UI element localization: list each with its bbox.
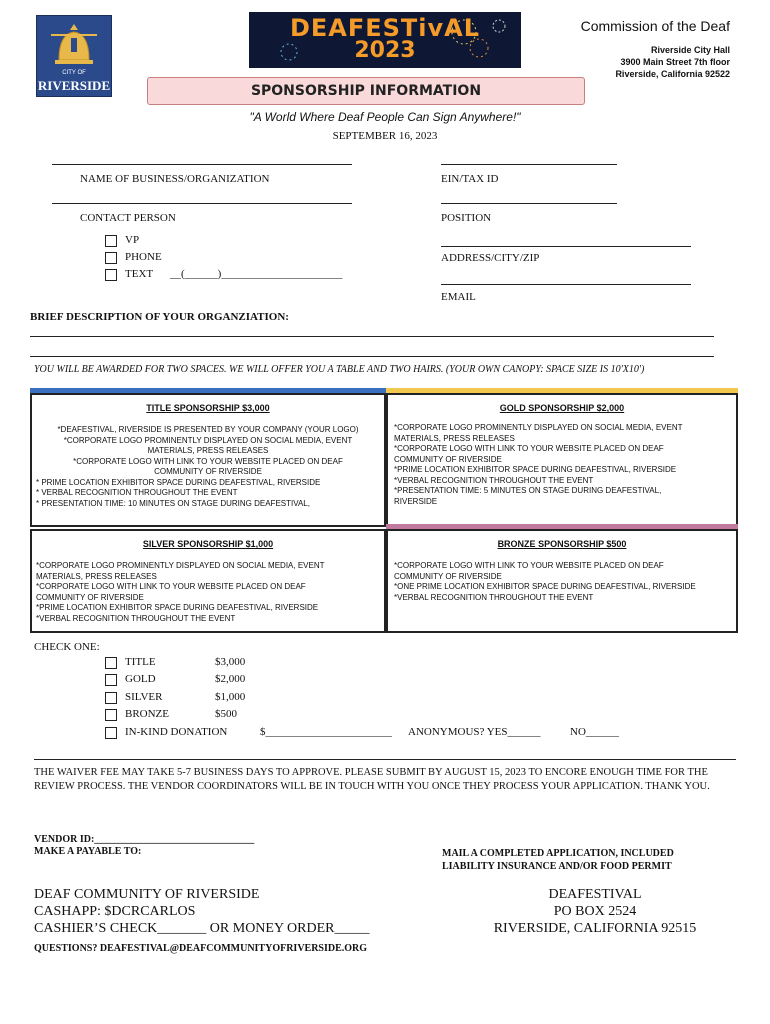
ein-field[interactable] [441,164,617,165]
tier-line: *CORPORATE LOGO PROMINENTLY DISPLAYED ON SOCIAL MEDIA, EVENT [63,435,353,445]
email-label: EMAIL [441,291,476,303]
contact-person-label: CONTACT PERSON [80,212,176,224]
tier-line: *CORPORATE LOGO PROMINENTLY DISPLAYED ON SOCIAL MEDIA, EVENT [36,561,325,570]
gold-checkbox[interactable] [105,674,117,686]
mail-to-box: PO BOX 2524 [553,904,637,919]
tier-line: *DEAFESTIVAL, RIVERSIDE IS PRESENTED BY YOUR COMPANY (YOUR LOGO) [57,425,359,434]
tier-line: *ONE PRIME LOCATION EXHIBITOR SPACE DURING DEAFESTIVAL, RIVERSIDE [394,582,696,591]
silver-checkbox[interactable] [105,692,117,704]
ein-label: EIN/TAX ID [441,173,499,185]
position-label: POSITION [441,212,492,224]
phone-label: PHONE [125,251,162,263]
tier-line: *PRIME LOCATION EXHIBITOR SPACE DURING DEAFESTIVAL, RIVERSIDE [36,603,319,612]
tier-line: * PRIME LOCATION EXHIBITOR SPACE DURING DEAFESTIVAL, RIVERSIDE [36,477,321,487]
tier-line: MATERIALS, PRESS RELEASES [36,571,157,581]
event-year: 2023 [354,38,416,63]
tier-line: MATERIALS, PRESS RELEASES [394,433,515,443]
payable-label: MAKE A PAYABLE TO: [34,846,142,857]
address-top-field[interactable] [441,246,691,247]
address-label: ADDRESS/CITY/ZIP [441,252,540,264]
tier-line: MATERIALS, PRESS RELEASES [147,446,269,455]
vp-label: VP [125,234,140,246]
title-sponsorship-text [32,425,384,509]
tier-line: *CORPORATE LOGO WITH LINK TO YOUR WEBSITE PLACED ON DEAF [36,582,306,591]
check-one-label: CHECK ONE: [34,641,100,653]
option-amount: $500 [215,708,237,720]
mail-instruction: MAIL A COMPLETED APPLICATION, INCLUDED [442,848,674,859]
bronze-checkbox[interactable] [105,709,117,721]
tier-line: COMMUNITY OF RIVERSIDE [36,592,144,602]
tier-line: COMMUNITY OF RIVERSIDE [394,454,502,464]
mail-to-name: DEAFESTIVAL [548,887,642,902]
option-amount: $3,000 [215,656,246,668]
tier-line: *CORPORATE LOGO WITH LINK TO YOUR WEBSITE PLACED ON DEAF [394,561,664,570]
bronze-sponsorship-heading: BRONZE SPONSORSHIP $500 [497,539,627,549]
section-title: SPONSORSHIP INFORMATION [250,83,482,99]
in-kind-amount-field[interactable]: $_______________________ [260,726,392,738]
title-checkbox[interactable] [105,657,117,669]
tier-line: *VERBAL RECOGNITION THROUGHOUT THE EVENT [394,592,594,602]
vendor-id-field[interactable]: VENDOR ID:________________________________ [34,834,255,845]
option-name: BRONZE [125,708,169,720]
in-kind-checkbox[interactable] [105,727,117,739]
text-number-field[interactable]: __(______)______________________ [170,268,343,280]
gold-sponsorship-text [388,423,736,507]
divider [34,759,736,760]
tier-line: COMMUNITY OF RIVERSIDE [154,467,262,476]
option-name: TITLE [125,656,156,668]
gold-sponsorship-heading: GOLD SPONSORSHIP $2,000 [499,403,625,413]
tier-line: *CORPORATE LOGO WITH LINK TO YOUR WEBSITE PLACED ON DEAF [394,444,664,453]
title-sponsorship-heading: TITLE SPONSORSHIP $3,000 [146,403,270,413]
questions-email[interactable]: QUESTIONS? DEAFESTIVAL@DEAFCOMMUNITYOFRIVERSIDE.ORG [34,943,368,954]
address-line-2: 3900 Main Street 7th floor [620,57,730,67]
silver-sponsorship-box [30,529,386,633]
description-line-2[interactable] [30,356,714,357]
option-amount: $1,000 [215,691,246,703]
waiver-notice: THE WAIVER FEE MAY TAKE 5-7 BUSINESS DAYS TO APPROVE. PLEASE SUBMIT BY AUGUST 15, 2023 TO ENCORE ENOUGH TIME FOR THE REVIEW PROCESS. THE VENDOR COORDINATORS WILL BE IN TOUCH WITH YOU ONCE THEY PROCESS YOUR APPLICATION. THANK YOU. [34,767,710,792]
tier-line: * PRESENTATION TIME: 10 MINUTES ON STAGE DURING DEAFESTIVAL, [36,498,310,508]
payment-method: CASHIER’S CHECK_______ OR MONEY ORDER_____ [34,921,370,936]
option-name: GOLD [125,673,156,685]
tier-line: RIVERSIDE [394,496,438,506]
brief-description-label: BRIEF DESCRIPTION OF YOUR ORGANZIATION: [30,311,289,323]
logo-bottom-text: RIVERSIDE [37,78,111,93]
business-name-field[interactable] [52,164,352,165]
tagline: "A World Where Deaf People Can Sign Anywhere!" [249,110,521,124]
payee-name: DEAF COMMUNITY OF RIVERSIDE [34,887,260,902]
payee-cashapp: CASHAPP: $DCRCARLOS [34,904,196,919]
riverside-logo [36,15,112,97]
position-field[interactable] [441,203,617,204]
vp-checkbox[interactable] [105,235,117,247]
address-line-3: Riverside, California 92522 [615,69,730,79]
section-title-box [147,77,585,105]
event-date: SEPTEMBER 16, 2023 [332,130,438,142]
silver-sponsorship-heading: SILVER SPONSORSHIP $1,000 [142,539,274,549]
business-name-label: NAME OF BUSINESS/ORGANIZATION [80,173,270,185]
tier-line: *VERBAL RECOGNITION THROUGHOUT THE EVENT [394,475,594,485]
commission-title: Commission of the Deaf [580,18,730,34]
text-checkbox[interactable] [105,269,117,281]
bronze-sponsorship-box [386,529,738,633]
description-line-1[interactable] [30,336,714,337]
option-name: IN-KIND DONATION [125,726,228,738]
tier-line: *PRIME LOCATION EXHIBITOR SPACE DURING DEAFESTIVAL, RIVERSIDE [394,465,677,474]
phone-checkbox[interactable] [105,252,117,264]
tier-line: COMMUNITY OF RIVERSIDE [394,571,502,581]
tier-line: *CORPORATE LOGO PROMINENTLY DISPLAYED ON SOCIAL MEDIA, EVENT [394,423,683,432]
contact-person-field[interactable] [52,203,352,204]
mail-to-city: RIVERSIDE, CALIFORNIA 92515 [493,921,697,936]
mail-instruction-2: LIABILITY INSURANCE AND/OR FOOD PERMIT [442,861,672,872]
tier-line: *PRESENTATION TIME: 5 MINUTES ON STAGE DURING DEAFESTIVAL, [394,486,662,495]
text-label: TEXT [125,268,154,280]
tier-line: *CORPORATE LOGO WITH LINK TO YOUR WEBSITE PLACED ON DEAF [73,456,343,466]
anonymous-yes-field[interactable]: ANONYMOUS? YES______ [408,726,541,738]
tier-line: *VERBAL RECOGNITION THROUGHOUT THE EVENT [36,613,236,623]
gold-sponsorship-box [386,393,738,527]
bronze-sponsorship-text [388,561,736,603]
logo-top-text: CITY OF [62,70,86,76]
event-banner [249,12,521,68]
option-amount: $2,000 [215,673,246,685]
title-sponsorship-box [30,393,386,527]
award-note: YOU WILL BE AWARDED FOR TWO SPACES. WE WILL OFFER YOU A TABLE AND TWO HAIRS. (YOUR OWN CANOPY: SPACE SIZE IS 10'X10') [34,364,645,375]
event-title: DEAFESTivAL [289,14,481,42]
anonymous-no-field[interactable]: NO______ [570,726,619,738]
tier-line: * VERBAL RECOGNITION THROUGHOUT THE EVENT [36,488,238,497]
address-line-1: Riverside City Hall [650,45,730,55]
silver-sponsorship-text [32,561,384,624]
email-field[interactable] [441,284,691,285]
option-name: SILVER [125,691,163,703]
